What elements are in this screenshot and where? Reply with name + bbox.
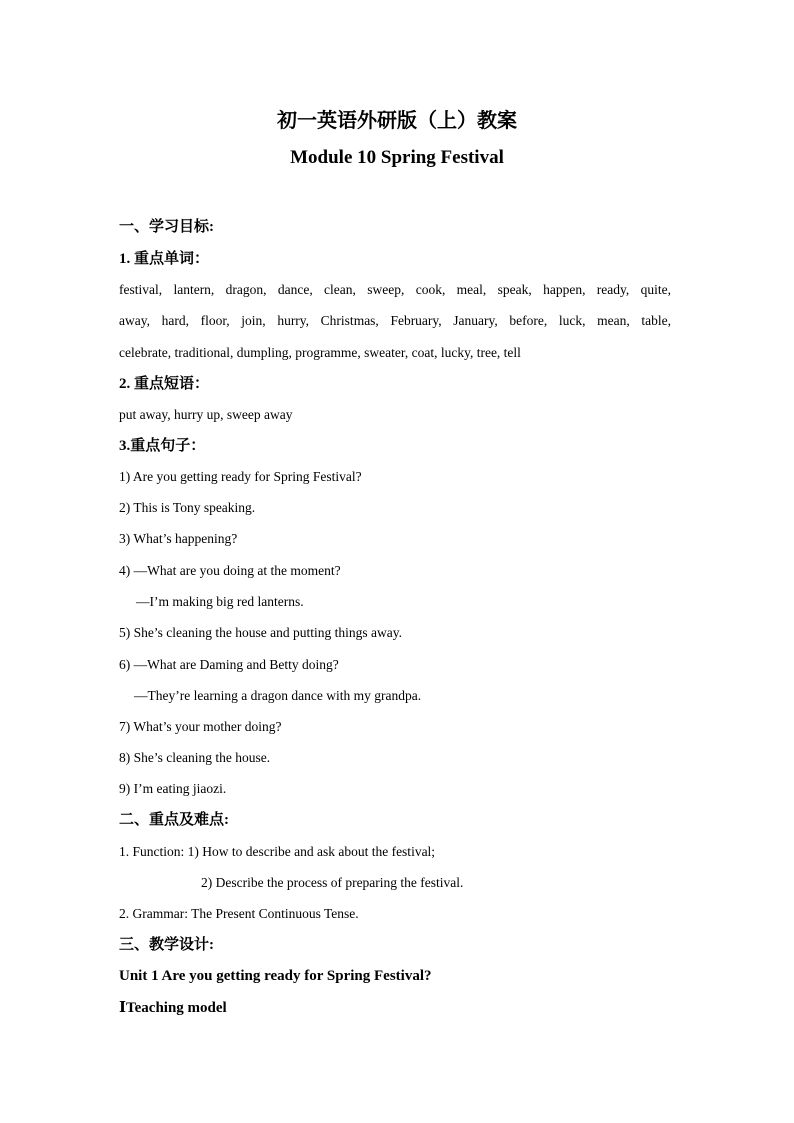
key-phrases-text: put away, hurry up, sweep away xyxy=(119,407,293,422)
key-words-heading: 1. 重点单词： xyxy=(119,251,210,267)
sentence-line: 7) What’s your mother doing? xyxy=(119,719,282,734)
sentence-line: 4) —What are you doing at the moment? xyxy=(119,563,341,578)
function-line: 1. Function: 1) How to describe and ask about the festival; xyxy=(119,844,436,859)
sentence-line: 6) —What are Daming and Betty doing? xyxy=(119,657,339,672)
document-title: 初一英语外研版（上）教案 xyxy=(277,110,517,132)
section-heading-teaching-design: 三、教学设计: xyxy=(119,937,214,953)
key-words-line-2: away, hard, floor, join, hurry, Christmas, February, January, before, luck, mean, table, xyxy=(119,313,671,328)
sentence-line: 9) I’m eating jiaozi. xyxy=(119,781,227,796)
sentence-line: 5) She’s cleaning the house and putting things away. xyxy=(119,625,402,640)
key-words-line-1: festival, lantern, dragon, dance, clean, sweep, cook, meal, speak, happen, ready, quite, xyxy=(119,282,671,297)
teaching-model-heading: ⅠTeaching model xyxy=(119,1000,227,1016)
function-line-2: 2) Describe the process of preparing the festival. xyxy=(201,875,464,890)
key-sentences-heading: 3.重点句子： xyxy=(119,438,206,454)
module-title: Module 10 Spring Festival xyxy=(290,147,504,168)
section-heading-objectives: 一、学习目标: xyxy=(119,219,214,235)
section-heading-key-points: 二、重点及难点: xyxy=(119,812,229,828)
sentence-line: 2) This is Tony speaking. xyxy=(119,500,256,515)
sentence-line: 1) Are you getting ready for Spring Festival? xyxy=(119,469,362,484)
unit-heading: Unit 1 Are you getting ready for Spring Festival? xyxy=(119,968,432,984)
sentence-line: 3) What’s happening? xyxy=(119,531,238,546)
sentence-line: —I’m making big red lanterns. xyxy=(136,594,304,609)
key-words-line-3: celebrate, traditional, dumpling, programme, sweater, coat, lucky, tree, tell xyxy=(119,345,521,360)
sentence-line: —They’re learning a dragon dance with my grandpa. xyxy=(134,688,422,703)
key-phrases-heading: 2. 重点短语： xyxy=(119,376,210,392)
grammar-line: 2. Grammar: The Present Continuous Tense. xyxy=(119,906,359,921)
sentence-line: 8) She’s cleaning the house. xyxy=(119,750,271,765)
